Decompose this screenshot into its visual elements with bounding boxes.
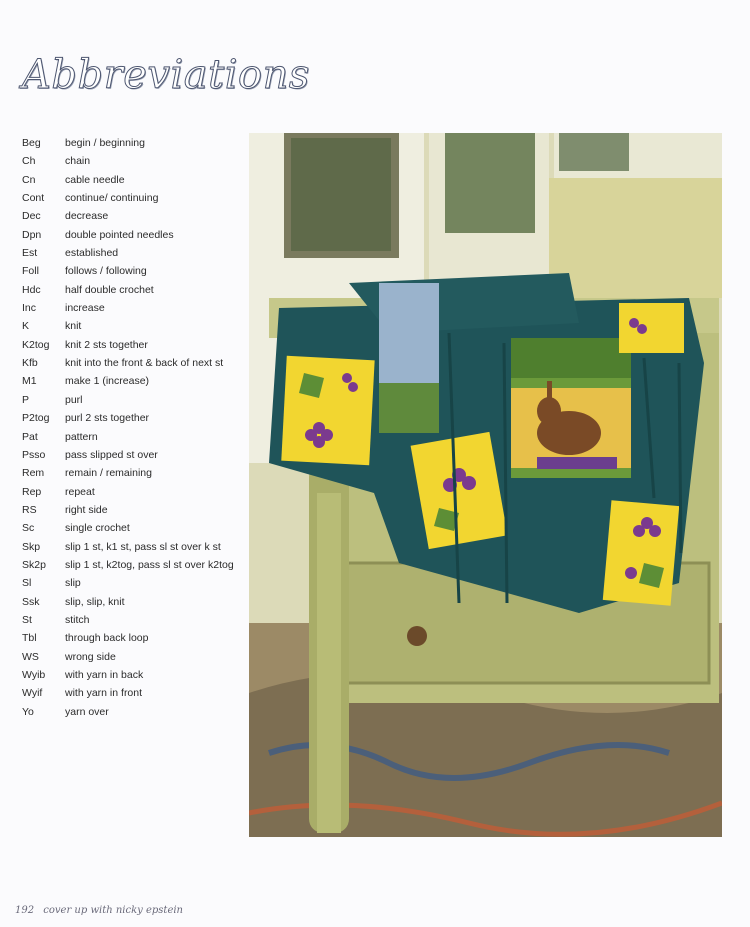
abbreviation-definition: wrong side: [65, 650, 116, 663]
abbreviation-key: Ssk: [22, 595, 40, 608]
abbreviation-key: Foll: [22, 265, 39, 278]
abbreviation-key: Dpn: [22, 228, 42, 241]
abbreviation-key: Cont: [22, 192, 45, 205]
abbreviation-key: Sl: [22, 577, 32, 590]
abbreviation-row: [22, 684, 252, 702]
blanket-photo: [249, 133, 722, 837]
abbreviation-definition: cable needle: [65, 173, 125, 186]
abbreviation-row: [22, 336, 252, 354]
abbreviation-key: Cn: [22, 173, 36, 186]
abbreviation-key: Inc: [22, 302, 37, 315]
abbreviation-definition: decrease: [65, 210, 109, 223]
abbreviation-key: Hdc: [22, 283, 41, 296]
abbreviation-definition: slip: [65, 577, 81, 590]
book-title: cover up with nicky epstein: [43, 905, 183, 916]
abbreviation-definition: knit into the front & back of next st: [65, 357, 224, 370]
abbreviation-key: Wyif: [22, 687, 43, 700]
abbreviation-row: [22, 556, 252, 574]
abbreviation-row: [22, 226, 252, 244]
abbreviation-key: Beg: [22, 137, 41, 149]
abbreviation-row: [22, 171, 252, 189]
abbreviation-definition: chain: [65, 155, 91, 168]
abbreviation-row: [22, 501, 252, 519]
abbreviation-definition: make 1 (increase): [65, 375, 150, 388]
abbreviation-row: [22, 574, 252, 592]
abbreviation-key: Est: [22, 247, 38, 260]
abbreviation-row: [22, 299, 252, 317]
abbreviation-definition: increase: [65, 302, 105, 315]
abbreviation-definition: slip, slip, knit: [65, 595, 125, 608]
abbreviation-row: [22, 666, 252, 684]
abbreviation-key: Skp: [22, 540, 41, 553]
abbreviation-row: [22, 703, 252, 721]
abbreviation-row: [22, 409, 252, 427]
abbreviation-definition: repeat: [65, 485, 95, 498]
abbreviation-row: [22, 538, 252, 556]
abbreviation-definition: continue/ continuing: [65, 192, 159, 205]
abbreviation-list: [22, 134, 252, 721]
abbreviation-key: P: [22, 393, 30, 406]
abbreviation-definition: double pointed needles: [65, 228, 174, 241]
abbreviation-definition: slip 1 st, k2tog, pass sl st over k2tog: [65, 558, 234, 571]
abbreviation-row: [22, 446, 252, 464]
abbreviation-key: K2tog: [22, 338, 50, 351]
abbreviation-key: Rep: [22, 485, 42, 498]
abbreviation-key: Dec: [22, 210, 41, 223]
abbreviation-key: Tbl: [22, 632, 37, 645]
abbreviation-key: RS: [22, 503, 37, 516]
abbreviation-row: [22, 593, 252, 611]
abbreviation-definition: pass slipped st over: [65, 448, 158, 461]
abbreviation-definition: slip 1 st, k1 st, pass sl st over k st: [65, 540, 221, 553]
abbreviation-row: [22, 134, 252, 152]
abbreviation-definition: with yarn in front: [65, 687, 143, 700]
abbreviation-row: [22, 372, 252, 390]
abbreviation-row: [22, 354, 252, 372]
abbreviation-key: M1: [22, 375, 37, 388]
abbreviation-definition: with yarn in back: [65, 668, 144, 681]
abbreviation-row: [22, 428, 252, 446]
abbreviation-definition: purl 2 sts together: [65, 412, 150, 425]
abbreviation-row: [22, 464, 252, 482]
abbreviation-row: [22, 207, 252, 225]
abbreviation-row: [22, 244, 252, 262]
abbreviation-row: [22, 317, 252, 335]
abbreviation-definition: pattern: [65, 430, 98, 443]
abbreviation-definition: stitch: [65, 613, 90, 626]
abbreviation-row: [22, 611, 252, 629]
abbreviation-definition: through back loop: [65, 632, 149, 645]
abbreviation-definition: single crochet: [65, 522, 130, 535]
abbreviation-key: Wyib: [22, 668, 46, 681]
abbreviation-row: [22, 281, 252, 299]
abbreviation-definition: yarn over: [65, 705, 109, 718]
abbreviation-definition: remain / remaining: [65, 467, 152, 480]
abbreviation-definition: purl: [65, 393, 83, 406]
abbreviation-key: Rem: [22, 467, 45, 480]
abbreviation-row: [22, 152, 252, 170]
abbreviation-key: Kfb: [22, 357, 38, 370]
abbreviation-key: Pat: [22, 430, 38, 443]
abbreviation-row: [22, 189, 252, 207]
abbreviation-row: [22, 262, 252, 280]
abbreviation-key: WS: [22, 650, 39, 663]
abbreviation-definition: knit 2 sts together: [65, 338, 148, 351]
abbreviation-key: Ch: [22, 155, 36, 168]
abbreviation-definition: knit: [65, 320, 82, 333]
abbreviation-row: [22, 629, 252, 647]
abbreviation-row: [22, 519, 252, 537]
abbreviation-key: St: [22, 613, 32, 626]
abbreviation-key: P2tog: [22, 412, 50, 425]
abbreviation-definition: follows / following: [65, 265, 147, 278]
abbreviation-definition: established: [65, 247, 119, 260]
abbreviation-key: K: [22, 320, 30, 333]
abbreviation-key: Yo: [22, 705, 34, 718]
page-number: 192: [15, 905, 35, 916]
abbreviation-key: Psso: [22, 448, 46, 461]
abbreviation-key: Sc: [22, 522, 35, 535]
abbreviation-row: [22, 648, 252, 666]
abbreviation-definition: right side: [65, 503, 108, 516]
abbreviation-row: [22, 483, 252, 501]
abbreviation-definition: half double crochet: [65, 283, 154, 296]
page-footer: [15, 905, 183, 916]
abbreviation-row: [22, 391, 252, 409]
abbreviation-key: Sk2p: [22, 558, 46, 571]
abbreviation-definition: begin / beginning: [65, 137, 145, 149]
page-title: Abbreviations: [22, 52, 310, 98]
